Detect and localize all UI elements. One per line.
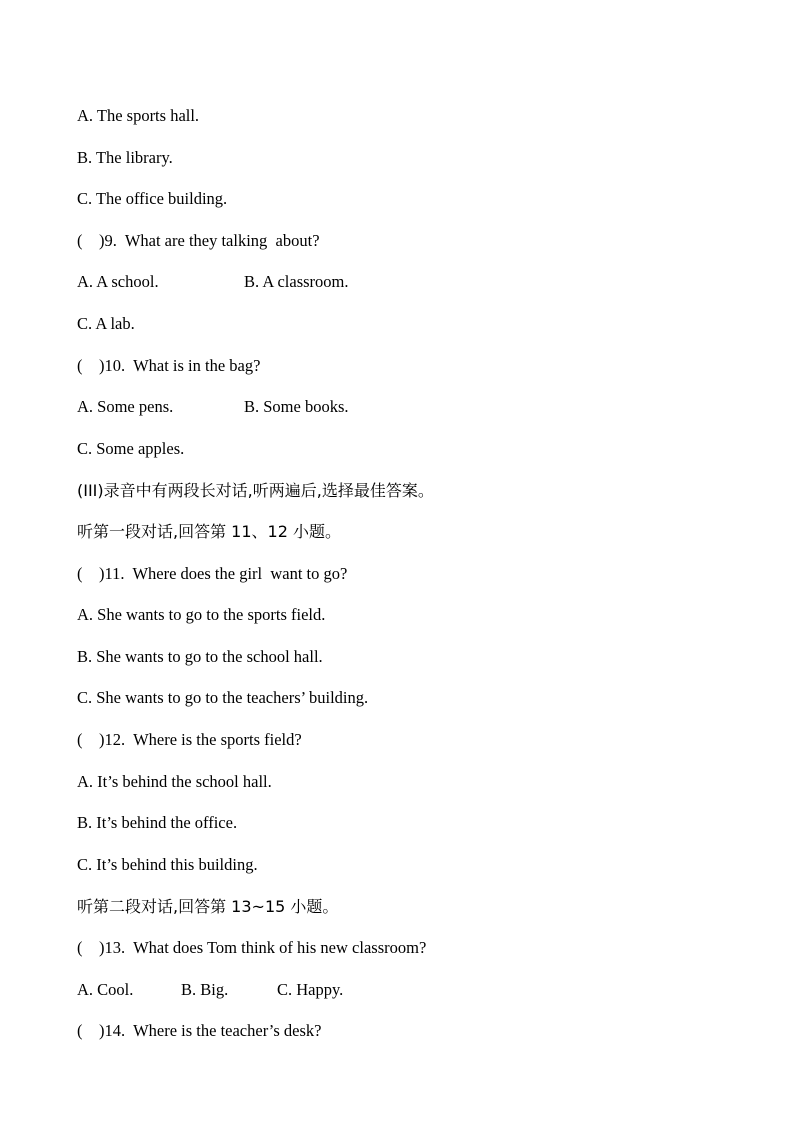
q10-option-b: B. Some books.	[244, 397, 349, 416]
q10-option-c: C. Some apples.	[77, 439, 185, 458]
question-9: ( )9. What are they talking about?	[77, 231, 320, 250]
question-10: ( )10. What is in the bag?	[77, 356, 261, 375]
q11-option-b: B. She wants to go to the school hall.	[77, 647, 323, 666]
q12-option-a: A. It’s behind the school hall.	[77, 772, 272, 791]
question-14: ( )14. Where is the teacher’s desk?	[77, 1021, 322, 1040]
q8-option-b: B. The library.	[77, 148, 173, 167]
q9-option-b: B. A classroom.	[244, 272, 349, 291]
q11-option-c: C. She wants to go to the teachers’ building.	[77, 688, 369, 707]
q13-option-b: B. Big.	[181, 980, 229, 999]
question-13: ( )13. What does Tom think of his new classroom?	[77, 938, 427, 957]
dialogue-1-instruction: 听第一段对话,回答第 11、12 小题。	[77, 522, 341, 541]
q8-option-c: C. The office building.	[77, 189, 228, 208]
question-12: ( )12. Where is the sports field?	[77, 730, 302, 749]
section-iii-heading: (III)录音中有两段长对话,听两遍后,选择最佳答案。	[77, 481, 434, 500]
q12-option-c: C. It’s behind this building.	[77, 855, 258, 874]
q13-option-a: A. Cool.	[77, 980, 134, 999]
q9-option-c: C. A lab.	[77, 314, 135, 333]
dialogue-2-instruction: 听第二段对话,回答第 13~15 小题。	[77, 897, 339, 916]
q8-option-a: A. The sports hall.	[77, 106, 200, 125]
question-11: ( )11. Where does the girl want to go?	[77, 564, 348, 583]
q12-option-b: B. It’s behind the office.	[77, 813, 238, 832]
q9-option-a: A. A school.	[77, 272, 159, 291]
q10-option-a: A. Some pens.	[77, 397, 174, 416]
q13-option-c: C. Happy.	[277, 980, 344, 999]
q11-option-a: A. She wants to go to the sports field.	[77, 605, 326, 624]
